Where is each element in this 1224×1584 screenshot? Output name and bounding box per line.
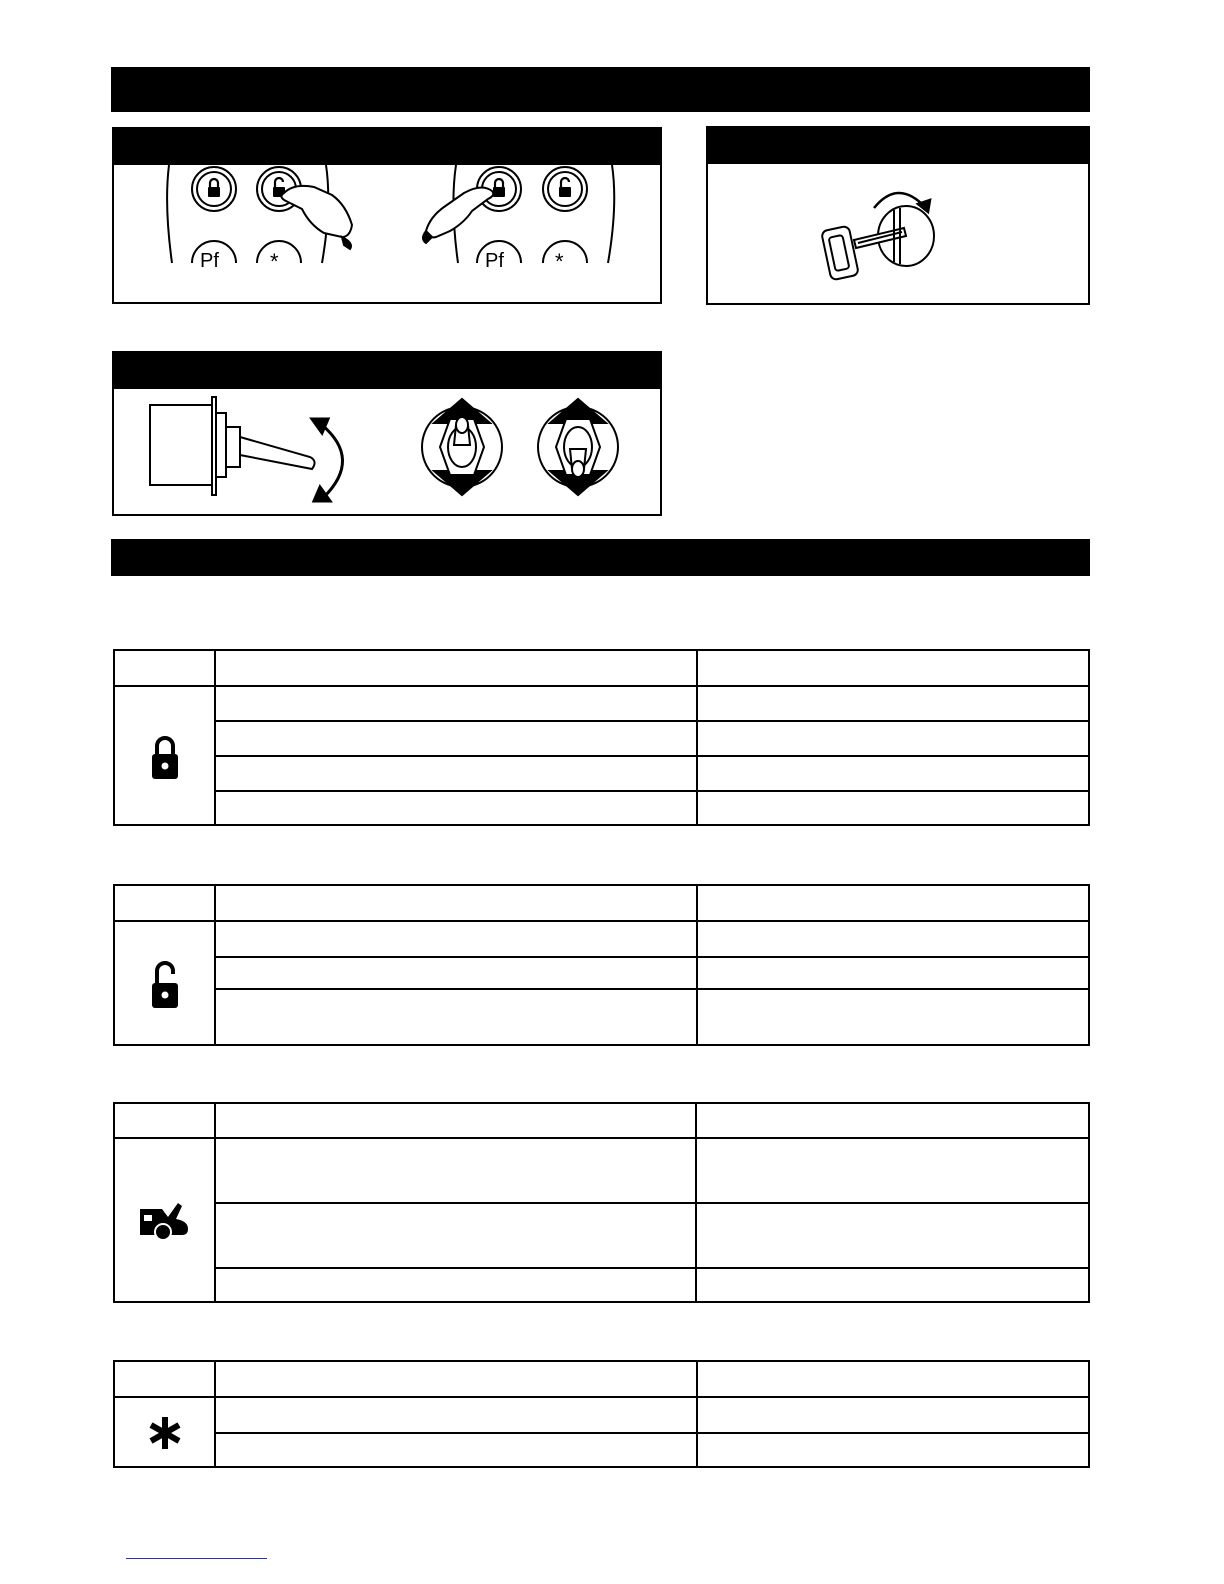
asterisk-icon-cell	[115, 1398, 215, 1468]
toggle-switch-illustration	[114, 389, 660, 516]
trunk-button-icon: Pf	[485, 250, 504, 272]
unlock-icon	[150, 958, 180, 1010]
toggle-up-icon	[422, 399, 502, 495]
table-row	[215, 1432, 1088, 1434]
toggle-switch-panel-header	[114, 353, 660, 389]
remote-right	[453, 165, 614, 263]
toggle-switch-panel	[112, 351, 662, 516]
trunk-icon	[138, 1201, 192, 1241]
header-bar	[111, 67, 1090, 112]
remote-buttons-illustration	[114, 165, 660, 304]
asterisk-function-table	[113, 1360, 1090, 1468]
table-divider	[696, 651, 698, 824]
table-divider	[696, 1362, 698, 1466]
remote-buttons-panel-header	[114, 129, 660, 165]
table-header-rule	[115, 685, 1088, 687]
lock-button-icon	[208, 179, 220, 197]
toggle-switch-side-icon	[150, 397, 315, 495]
table-header-rule	[115, 1137, 1088, 1139]
table-header-rule	[115, 920, 1088, 922]
table-row	[215, 755, 1088, 757]
table-divider	[696, 886, 698, 1044]
key-switch-illustration	[708, 164, 1088, 304]
table-row	[215, 1267, 1088, 1269]
table-row	[215, 988, 1088, 990]
trunk-icon-cell	[115, 1139, 215, 1303]
trunk-button-icon: Pf	[200, 250, 219, 272]
key-switch-panel	[706, 126, 1090, 305]
unlock-function-table	[113, 884, 1090, 1046]
unlock-button-icon	[559, 178, 571, 197]
remote-buttons-panel	[112, 127, 662, 304]
table-row	[215, 956, 1088, 958]
table-row	[215, 1202, 1088, 1204]
asterisk-button-icon: *	[270, 249, 279, 274]
table-header-rule	[115, 1396, 1088, 1398]
lock-icon-cell	[115, 687, 215, 826]
lock-icon	[150, 733, 180, 781]
toggle-rotate-arrow-icon	[312, 419, 343, 501]
footer-rule	[126, 1558, 267, 1559]
section-bar	[111, 539, 1090, 576]
unlock-icon-cell	[115, 922, 215, 1046]
pointing-hand-icon	[281, 186, 352, 249]
lock-button-icon	[493, 179, 505, 197]
key-icon	[821, 206, 934, 280]
trunk-function-table	[113, 1102, 1090, 1303]
table-row	[215, 720, 1088, 722]
asterisk-button-icon: *	[555, 249, 564, 274]
toggle-down-icon	[538, 399, 618, 495]
lock-function-table	[113, 649, 1090, 826]
asterisk-icon	[147, 1415, 183, 1451]
table-row	[215, 790, 1088, 792]
key-switch-panel-header	[708, 128, 1088, 164]
pointing-hand-icon	[423, 187, 493, 243]
